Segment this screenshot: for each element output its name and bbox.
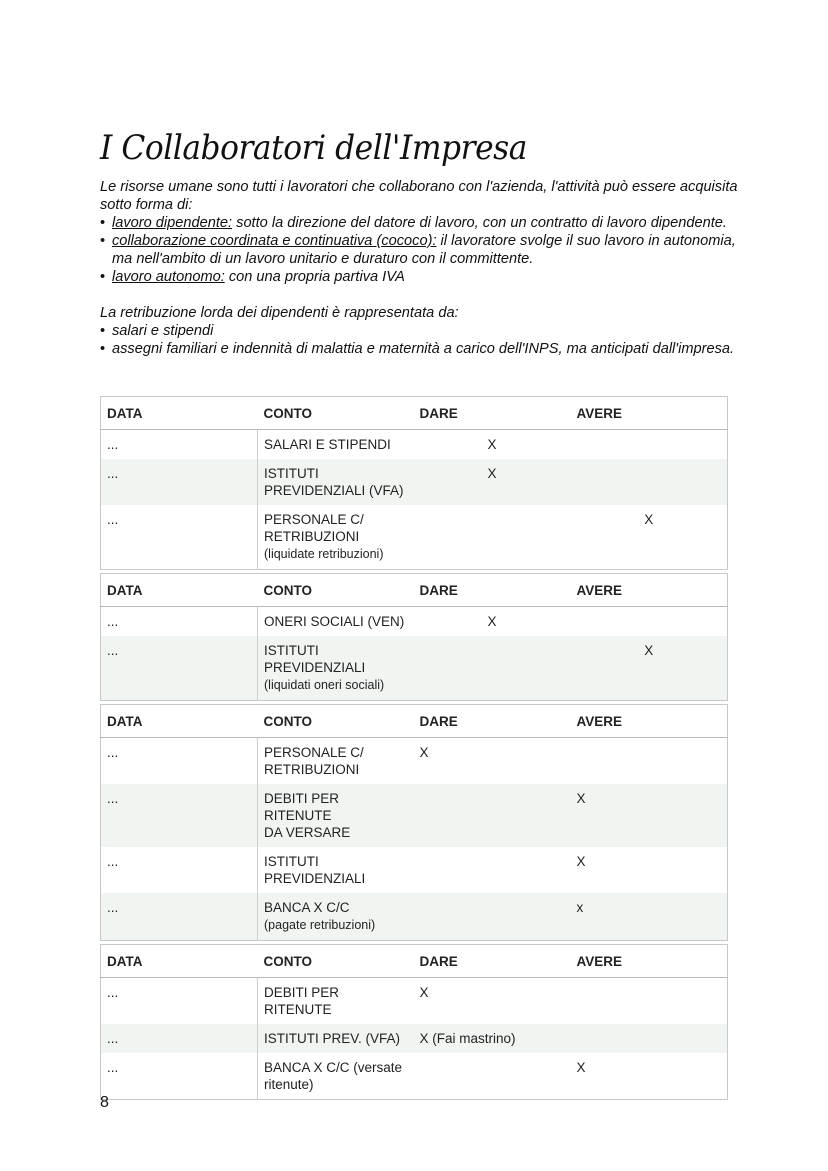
column-header-avere: AVERE	[571, 945, 728, 978]
column-header-dare: DARE	[414, 574, 571, 607]
cell-conto: BANCA X C/C (versate ritenute)	[264, 1060, 403, 1092]
cell-dare: X	[414, 459, 571, 505]
work-forms-list	[100, 214, 740, 286]
cell-avere	[571, 978, 728, 1025]
term-label: lavoro dipendente:	[112, 215, 233, 231]
cell-data: ...	[101, 505, 258, 570]
table-row	[101, 459, 728, 505]
cell-dare	[414, 847, 571, 893]
column-header-conto: CONTO	[258, 705, 414, 738]
column-header-dare: DARE	[414, 945, 571, 978]
retribution-list	[100, 322, 740, 358]
cell-data: ...	[101, 607, 258, 637]
table-row	[101, 1024, 728, 1053]
cell-conto: ONERI SOCIALI (VEN)	[264, 614, 405, 629]
cell-dare: X	[419, 745, 429, 760]
cell-data: ...	[101, 1024, 258, 1053]
cell-conto: ISTITUTI PREVIDENZIALI	[264, 854, 366, 886]
cell-conto: ISTITUTI PREVIDENZIALI (VFA)	[258, 459, 414, 505]
page-title: I Collaboratori dell'Impresa	[100, 128, 527, 168]
cell-avere	[571, 1024, 728, 1053]
column-header-dare: DARE	[414, 397, 571, 430]
column-header-conto: CONTO	[258, 397, 414, 430]
cell-conto: PERSONALE C/ RETRIBUZIONI	[264, 745, 364, 777]
cell-dare	[414, 784, 571, 847]
cell-conto: DEBITI PER RITENUTE DA VERSARE	[258, 784, 414, 847]
retribution-paragraph: La retribuzione lorda dei dipendenti è rappresentata da:	[100, 305, 459, 321]
cell-dare	[414, 505, 571, 570]
column-header-data: DATA	[101, 397, 258, 430]
cell-avere: X	[571, 784, 728, 847]
term-description: il lavoratore svolge il suo lavoro in autonomia, ma nell'ambito di un lavoro unitario e duraturo con il committente.	[112, 233, 736, 267]
column-header-conto: CONTO	[258, 574, 414, 607]
cell-avere	[571, 607, 728, 637]
table-row	[101, 738, 728, 785]
cell-conto: DEBITI PER RITENUTE	[264, 985, 340, 1017]
list-item	[100, 268, 740, 286]
column-header-avere: AVERE	[571, 705, 728, 738]
column-header-dare: DARE	[414, 705, 571, 738]
table-row	[101, 978, 728, 1025]
list-item: • assegni familiari e indennità di malattia e maternità a carico dell'INPS, ma anticipati dall'impresa.	[100, 340, 740, 358]
cell-data: ...	[101, 1053, 258, 1100]
term-label: lavoro autonomo:	[112, 269, 225, 285]
term-label: collaborazione coordinata e continuativa (cococo):	[112, 233, 437, 249]
cell-conto: SALARI E STIPENDI	[264, 437, 391, 452]
table-row	[101, 430, 728, 460]
column-header-avere: AVERE	[571, 397, 728, 430]
cell-data: ...	[101, 978, 258, 1025]
cell-avere: X	[576, 1060, 586, 1075]
table-row	[101, 607, 728, 637]
cell-dare	[414, 636, 571, 701]
cell-avere	[571, 430, 728, 460]
table-row	[101, 636, 728, 701]
cell-avere: X	[644, 512, 654, 527]
cell-avere	[571, 459, 728, 505]
list-item: • salari e stipendi	[100, 322, 740, 340]
cell-data: ...	[101, 738, 258, 785]
cell-avere: x	[571, 893, 728, 941]
intro-paragraph: Le risorse umane sono tutti i lavoratori che collaborano con l'azienda, l'attività può essere acquisita sotto forma di:	[100, 179, 738, 213]
journal-entries	[100, 396, 727, 1103]
cell-dare: X	[419, 985, 429, 1000]
journal-table	[100, 704, 728, 941]
list-item	[100, 232, 740, 268]
page-number: 8	[100, 1094, 109, 1111]
cell-data: ...	[101, 847, 258, 893]
cell-data: ...	[101, 784, 258, 847]
cell-data: ...	[101, 459, 258, 505]
list-item	[100, 214, 740, 232]
table-row	[101, 893, 728, 941]
cell-dare	[414, 893, 571, 941]
cell-dare: X	[487, 614, 497, 629]
cell-conto: ISTITUTI PREV. (VFA)	[258, 1024, 414, 1053]
cell-conto: ISTITUTI PREVIDENZIALI (liquidati oneri sociali)	[258, 636, 414, 701]
cell-conto: PERSONALE C/ RETRIBUZIONI (liquidate retribuzioni)	[264, 512, 384, 561]
cell-data: ...	[101, 893, 258, 941]
table-row	[101, 784, 728, 847]
cell-data: ...	[101, 430, 258, 460]
cell-conto: BANCA X C/C (pagate retribuzioni)	[258, 893, 414, 941]
intro-section	[100, 178, 740, 358]
table-row	[101, 847, 728, 893]
journal-table	[100, 396, 728, 570]
cell-dare: X (Fai mastrino)	[414, 1024, 571, 1053]
term-description: con una propria partiva IVA	[224, 269, 405, 285]
cell-dare	[414, 1053, 571, 1100]
journal-table	[100, 944, 728, 1100]
column-header-avere: AVERE	[571, 574, 728, 607]
cell-dare: X	[487, 437, 497, 452]
table-row	[101, 505, 728, 570]
column-header-data: DATA	[101, 574, 258, 607]
cell-avere: X	[576, 854, 586, 869]
cell-avere: X	[571, 636, 728, 701]
column-header-conto: CONTO	[258, 945, 414, 978]
cell-data: ...	[101, 636, 258, 701]
column-header-data: DATA	[101, 705, 258, 738]
term-description: sotto la direzione del datore di lavoro, con un contratto di lavoro dipendente.	[232, 215, 727, 231]
column-header-data: DATA	[101, 945, 258, 978]
table-row	[101, 1053, 728, 1100]
journal-table	[100, 573, 728, 701]
cell-avere	[571, 738, 728, 785]
